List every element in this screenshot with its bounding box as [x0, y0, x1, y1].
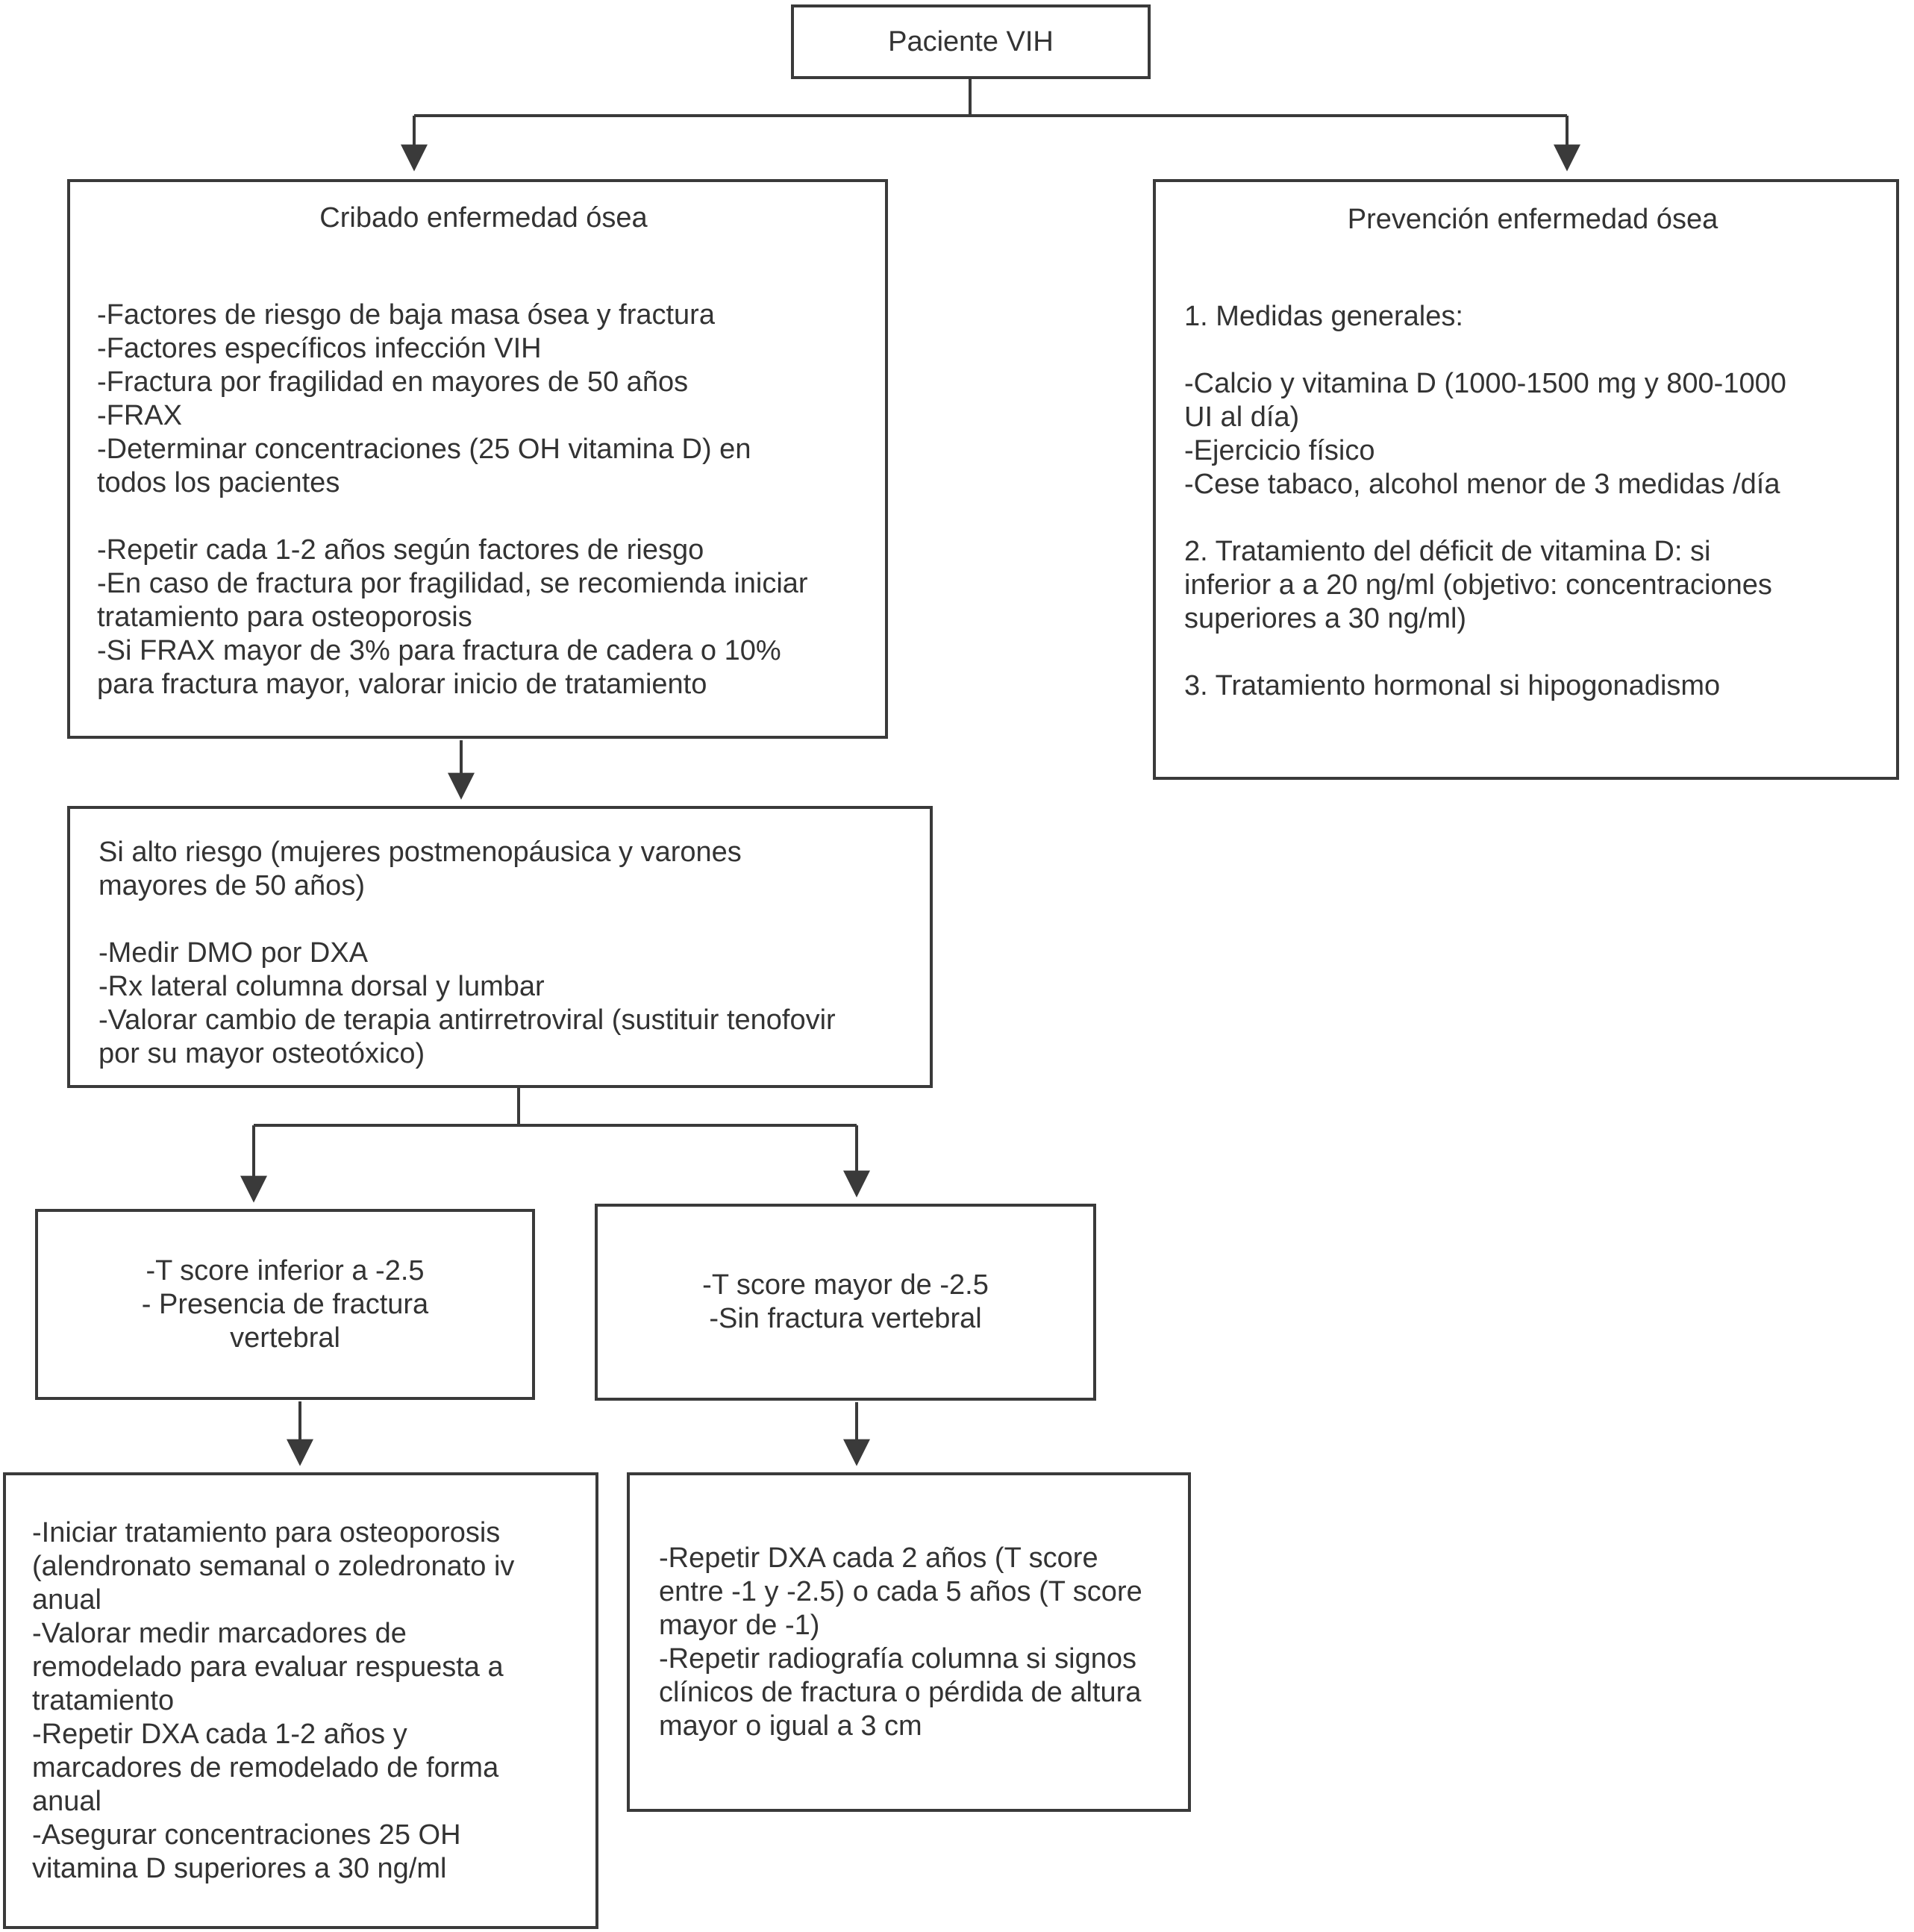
node-body	[38, 1254, 532, 1355]
node-prevencion-enfermedad-osea	[1153, 179, 1899, 780]
text-line: tratamiento	[32, 1684, 175, 1716]
node-body	[98, 836, 915, 1071]
text-line	[1184, 636, 1881, 669]
text-line: -FRAX	[97, 400, 182, 431]
text-line: clínicos de fractura o pérdida de altura	[659, 1676, 1142, 1708]
text-line: (alendronato semanal o zoledronato iv	[32, 1550, 515, 1582]
text-line	[98, 903, 915, 937]
text-line: -Si FRAX mayor de 3% para fractura de cadera o 10%	[97, 635, 781, 666]
text-line: -Valorar cambio de terapia antirretroviral (sustituir tenofovir	[98, 1004, 836, 1036]
text-line: remodelado para evaluar respuesta a	[32, 1651, 504, 1683]
text-line: Si alto riesgo (mujeres postmenopáusica y varones	[98, 837, 742, 868]
text-line: anual	[32, 1584, 101, 1616]
text-line: UI al día)	[1184, 401, 1300, 433]
text-line: -En caso de fractura por fragilidad, se recomienda iniciar	[97, 568, 808, 599]
text-line: vertebral	[230, 1322, 340, 1354]
text-line: todos los pacientes	[97, 467, 340, 498]
text-line: vitamina D superiores a 30 ng/ml	[32, 1852, 447, 1884]
text-line: 2. Tratamiento del déficit de vitamina D: si	[1184, 536, 1711, 567]
text-line: -Asegurar concentraciones 25 OH	[32, 1819, 461, 1851]
text-line: -Repetir DXA cada 2 años (T score	[659, 1542, 1098, 1574]
text-line: entre -1 y -2.5) o cada 5 años (T score	[659, 1575, 1142, 1607]
text-line: inferior a a 20 ng/ml (objetivo: concentraciones	[1184, 569, 1772, 601]
node-title: Cribado enfermedad ósea	[319, 202, 648, 234]
text-line: marcadores de remodelado de forma	[32, 1751, 499, 1783]
text-line: -Factores específicos infección VIH	[97, 333, 542, 364]
text-line: -Cese tabaco, alcohol menor de 3 medidas /día	[1184, 469, 1780, 500]
text-line: -Repetir DXA cada 1-2 años y	[32, 1718, 407, 1750]
node-label: Paciente VIH	[888, 25, 1054, 57]
text-line: 3. Tratamiento hormonal si hipogonadismo	[1184, 670, 1721, 701]
text-line: -Iniciar tratamiento para osteoporosis	[32, 1516, 501, 1548]
text-line: anual	[32, 1785, 101, 1817]
node-body	[1184, 300, 1881, 703]
node-paciente-vih	[791, 4, 1151, 79]
text-line: para fractura mayor, valorar inicio de tratamiento	[97, 669, 707, 700]
node-iniciar-tratamiento	[3, 1472, 598, 1929]
node-cribado-enfermedad-osea	[67, 179, 888, 739]
node-tscore-mayor	[595, 1204, 1096, 1401]
text-line: mayor o igual a 3 cm	[659, 1710, 922, 1742]
text-line: -Determinar concentraciones (25 OH vitamina D) en	[97, 434, 751, 465]
text-line	[1184, 501, 1881, 535]
text-line: -Medir DMO por DXA	[98, 937, 369, 969]
text-line: -Ejercicio físico	[1184, 435, 1375, 466]
node-body	[97, 298, 870, 701]
text-line: -Fractura por fragilidad en mayores de 50 años	[97, 366, 689, 398]
node-title: Prevención enfermedad ósea	[1347, 204, 1718, 235]
node-repetir-dxa-seguimiento	[627, 1472, 1191, 1812]
text-line: -Valorar medir marcadores de	[32, 1617, 407, 1649]
node-si-alto-riesgo	[67, 806, 933, 1088]
text-line	[1184, 334, 1881, 367]
text-line: por su mayor osteotóxico)	[98, 1038, 425, 1069]
text-line: -Sin fractura vertebral	[709, 1303, 982, 1334]
text-line: mayores de 50 años)	[98, 870, 365, 901]
node-body	[598, 1269, 1093, 1336]
text-line	[97, 500, 870, 534]
text-line: -Rx lateral columna dorsal y lumbar	[98, 971, 545, 1002]
node-body	[659, 1542, 1182, 1743]
node-tscore-inferior	[35, 1209, 535, 1400]
text-line: -Repetir cada 1-2 años según factores de riesgo	[97, 534, 704, 566]
text-line: -Repetir radiografía columna si signos	[659, 1642, 1136, 1675]
text-line: superiores a 30 ng/ml)	[1184, 603, 1467, 634]
text-line: -T score inferior a -2.5	[146, 1254, 425, 1287]
text-line: mayor de -1)	[659, 1609, 820, 1641]
text-line: -T score mayor de -2.5	[702, 1269, 989, 1301]
text-line: - Presencia de fractura	[141, 1288, 429, 1320]
text-line: -Calcio y vitamina D (1000-1500 mg y 800-1000	[1184, 368, 1786, 399]
node-body	[32, 1516, 589, 1886]
text-line: 1. Medidas generales:	[1184, 301, 1463, 332]
text-line: tratamiento para osteoporosis	[97, 601, 472, 633]
text-line: -Factores de riesgo de baja masa ósea y fractura	[97, 299, 715, 331]
